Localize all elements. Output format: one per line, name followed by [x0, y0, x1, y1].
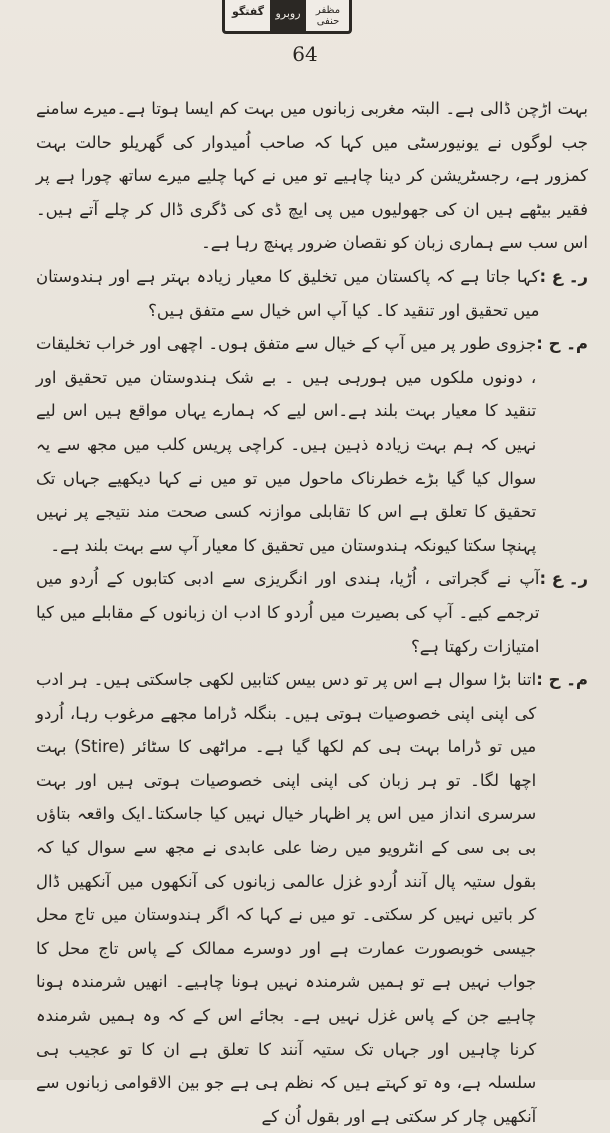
speaker-label: ر۔ ع :	[539, 266, 588, 286]
header-tab-left-label: گفتگو	[231, 5, 265, 18]
header-tab-middle-label: روبرو	[270, 0, 306, 31]
header-tab-right-label: مظفر حنفی	[315, 5, 341, 27]
dialogue-answer-2	[36, 663, 588, 1133]
dialogue-text: آپ نے گجراتی ، اُڑیا، ہندی اور انگریزی سے ادبی کتابوں کے اُردو میں ترجمے کیے۔ آپ کی بصیرت میں اُردو کا ادب ان زبانوں کے مقابلے میں کیا امتیازات رکھتا ہے؟	[36, 569, 540, 656]
page-body	[36, 92, 588, 1133]
running-header-tab	[222, 0, 352, 40]
dialogue-text: کہا جاتا ہے کہ پاکستان میں تخلیق کا معیار زیادہ بہتر ہے اور ہندوستان میں تحقیق اور تنقید کا۔ کیا آپ اس خیال سے متفق ہیں؟	[36, 266, 540, 320]
speaker-label: ر۔ ع :	[539, 569, 588, 589]
dialogue-answer-1	[36, 327, 588, 562]
page-number: 64	[292, 42, 318, 66]
dialogue-text: اتنا بڑا سوال ہے اس پر تو دس بیس کتابیں لکھی جاسکتی ہیں۔ ہر ادب کی اپنی اپنی خصوصیات ہوتی ہیں۔ بنگلہ ڈراما مجھے مرغوب رہا، اُردو میں تو ڈراما بہت ہی کم لکھا گیا ہے۔ مراٹھی کا سٹائر (Stire) بہت اچھا لگا۔ تو ہر زبان کی اپنی اپنی خصوصیات ہوتی ہیں اور بہت سرسری انداز میں اس پر اظہار خیال نہیں کیا جاسکتا۔ایک واقعہ بتاؤں بی بی سی کے انٹرویو میں رضا علی عابدی نے مجھ سے سوال کیا کہ بقول ستیہ پال آنند اُردو غزل عالمی زبانوں کی آنکھوں میں آنکھیں ڈال کر باتیں نہیں کر سکتی۔ تو میں نے کہا کہ اگر ہندوستان میں تاج محل جیسی خوبصورت عمارت ہے اور دوسرے ممالک کے پاس تاج محل کا جواب نہیں ہے تو ہمیں شرمندہ نہیں ہونا چاہیے۔ انھیں شرمندہ ہونا چاہیے جن کے پاس غزل نہیں ہے۔ بجائے اس کے کہ وہ ہمیں شرمندہ کرنا چاہیں اور جہاں تک ستیہ آنند کا تعلق ہے ان کا تو عجیب ہی سلسلہ ہے، وہ تو کہتے ہیں کہ نظم ہی ہے جو بین الاقوامی زبانوں سے آنکھیں چار کر سکتی ہے اور بقول اُن کے	[36, 670, 537, 1126]
speaker-label: م۔ ح :	[536, 670, 588, 690]
speaker-label: م۔ ح :	[536, 334, 588, 354]
opening-paragraph: بہت اڑچن ڈالی ہے۔ البتہ مغربی زبانوں میں بہت کم ایسا ہوتا ہے۔میرے سامنے جب لوگوں نے یونیورسٹی میں کہا کہ صاحب اُمیدوار کی گھریلو حالت بہت کمزور ہے، رجسٹریشن کر دینا چاہیے تو میں نے کہا چلیے میرے ساتھ چورا ہے پر فقیر بیٹھے ہیں ان کی جھولیوں میں پی ایچ ڈی کی ڈگری ڈال کر چلے آتے ہیں۔اس سب سے ہماری زبان کو نقصان ضرور پہنچ رہا ہے۔	[36, 99, 588, 253]
dialogue-text: جزوی طور پر میں آپ کے خیال سے متفق ہوں۔ اچھی اور خراب تخلیقات ، دونوں ملکوں میں ہورہی ہیں ۔ بے شک ہندوستان میں تحقیق اور تنقید کا معیار بہت بلند ہے۔اس لیے کہ ہمارے یہاں مواقع ہیں اس لیے نہیں کہ ہم بہت زیادہ ذہین ہیں۔ کراچی پریس کلب میں مجھ سے یہ سوال کیا گیا بڑے خطرناک ماحول میں تو میں نے کہا دیکھیے جہاں تک تحقیق کا تعلق ہے اس کا تقابلی موازنہ کسی صحت مند نتیجے پر نہیں پہنچا سکتا کیونکہ ہندوستان میں تحقیق کا معیار آپ سے بہت بلند ہے۔	[36, 334, 537, 555]
dialogue-question-2	[36, 562, 588, 663]
dialogue-question-1	[36, 260, 588, 327]
